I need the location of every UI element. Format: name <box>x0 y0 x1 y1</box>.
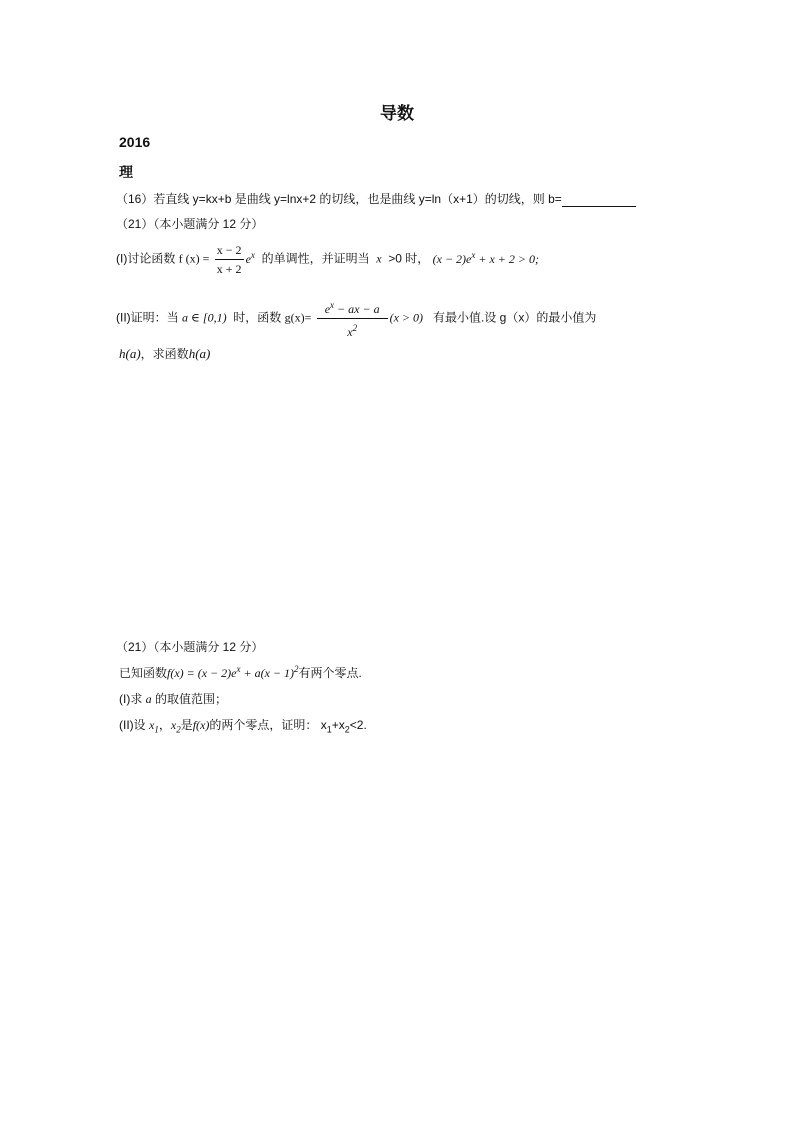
exp-base: $e^x$ <box>245 249 255 266</box>
intro-tail: 有两个零点. <box>298 666 362 680</box>
p1-prefix: (I)求 <box>119 692 143 706</box>
question-21a-part2 <box>116 297 596 340</box>
var-x: x <box>376 251 382 266</box>
question-16-text: （16）若直线 y=kx+b 是曲线 y=lnx+2 的切线，也是曲线 y=ln（x+1）的切线，则 b= <box>116 192 562 206</box>
conclusion: $x_1+x_2<2$. <box>320 718 367 735</box>
f-of-x: f(x) <box>192 718 210 732</box>
fraction-denominator: x + 2 <box>216 262 242 276</box>
inequality: $(x - 2)e^x + x + 2 > 0$; <box>432 249 539 266</box>
question-21b-part2 <box>119 716 367 734</box>
question-21b-header: （21）（本小题满分 12 分） <box>116 640 264 654</box>
intro-formula: $f(x) = (x - 2)e^x + a(x - 1)^2$ <box>167 664 299 680</box>
p2-prefix: (II)设 <box>119 718 146 732</box>
var-a: a <box>145 692 152 706</box>
question-16 <box>116 190 636 207</box>
p1-tail: 的取值范围； <box>155 692 228 706</box>
part2-prefix: (II)证明：当 <box>116 310 179 325</box>
part2-mid: 时，函数 <box>233 310 282 325</box>
answer-blank <box>562 194 636 207</box>
g-domain: (x > 0) <box>389 310 423 325</box>
fraction <box>215 242 244 277</box>
function-name: f (x) = <box>178 251 210 266</box>
h-of-a: h(a) <box>119 346 141 361</box>
g-numerator: $e^x$ − ax − a <box>317 297 388 319</box>
question-21a-part1 <box>116 242 539 277</box>
year-heading: 2016 <box>119 134 151 150</box>
p2-mid: 是 <box>180 718 193 732</box>
question-21a-header: （21）（本小题满分 12 分） <box>116 217 264 231</box>
part3-tail: ，求函数 <box>140 347 189 361</box>
x1: $x_1$ <box>149 718 159 735</box>
fraction-numerator: x − 2 <box>215 242 244 260</box>
page-title: 导数 <box>380 104 414 123</box>
section-heading: 理 <box>119 164 133 180</box>
g-fraction <box>317 297 388 340</box>
part1-mid: 的单调性，并证明当 <box>261 251 370 266</box>
question-21a-part3 <box>119 345 210 362</box>
x2: $x_2$ <box>170 718 181 735</box>
question-21b-part1 <box>119 690 227 707</box>
p2-mid2: 的两个零点，证明： <box>209 718 318 732</box>
g-denominator: $x^2$ <box>347 323 358 339</box>
question-21b-intro <box>119 664 362 681</box>
a-range: a ∈ [0,1) <box>182 310 227 325</box>
part2-tail: 有最小值.设 g（x）的最小值为 <box>433 310 597 325</box>
intro-prefix: 已知函数 <box>119 666 168 680</box>
h-of-a-2: h(a) <box>188 346 211 361</box>
g-name: g(x)= <box>284 310 312 325</box>
separator: ， <box>158 718 171 732</box>
part1-cond: >0 时， <box>388 251 430 266</box>
part1-prefix: (I)讨论函数 <box>116 251 176 266</box>
